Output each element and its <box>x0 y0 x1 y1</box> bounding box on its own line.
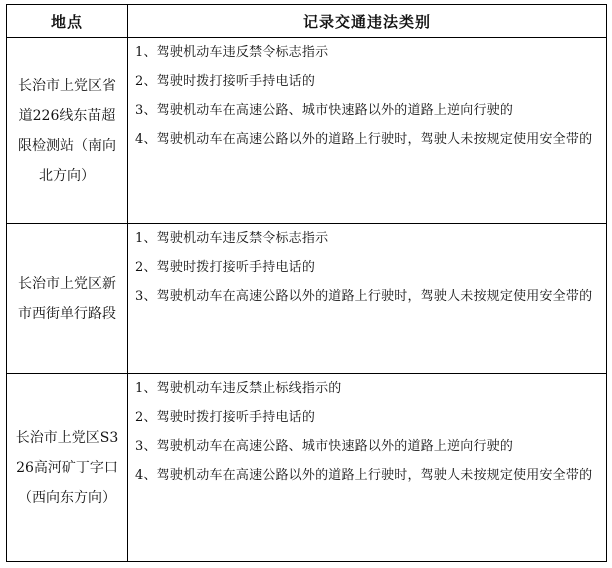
violation-item: 1、驾驶机动车违反禁令标志指示 <box>135 231 329 246</box>
violation-item: 3、驾驶机动车在高速公路以外的道路上行驶时，驾驶人未按规定使用安全带的 <box>135 289 593 304</box>
table-row <box>7 38 607 224</box>
violation-item: 4、驾驶机动车在高速公路以外的道路上行驶时，驾驶人未按规定使用安全带的 <box>135 132 593 147</box>
category-column-header: 记录交通违法类别 <box>128 5 607 38</box>
location-cell: 长治市上党区省道226线东苗超限检测站（南向北方向） <box>7 38 128 224</box>
table-row <box>7 374 607 562</box>
violation-item: 2、驾驶时拨打接听手持电话的 <box>135 260 316 275</box>
violation-item: 3、驾驶机动车在高速公路、城市快速路以外的道路上逆向行驶的 <box>135 439 514 454</box>
location-column-header: 地点 <box>7 5 128 38</box>
violation-list-cell <box>128 374 607 562</box>
violation-list-cell <box>128 224 607 374</box>
violation-item: 1、驾驶机动车违反禁止标线指示的 <box>135 381 342 396</box>
violation-item: 2、驾驶时拨打接听手持电话的 <box>135 74 316 89</box>
violation-item: 3、驾驶机动车在高速公路、城市快速路以外的道路上逆向行驶的 <box>135 103 514 118</box>
violation-list-cell <box>128 38 607 224</box>
violation-item: 4、驾驶机动车在高速公路以外的道路上行驶时，驾驶人未按规定使用安全带的 <box>135 468 593 483</box>
violation-item: 1、驾驶机动车违反禁令标志指示 <box>135 45 329 60</box>
table-row <box>7 224 607 374</box>
location-cell: 长治市上党区S326高河矿丁字口（西向东方向） <box>7 374 128 562</box>
location-cell: 长治市上党区新市西街单行路段 <box>7 224 128 374</box>
violation-item: 2、驾驶时拨打接听手持电话的 <box>135 410 316 425</box>
violation-table <box>6 4 607 562</box>
table-header-row <box>7 5 607 38</box>
